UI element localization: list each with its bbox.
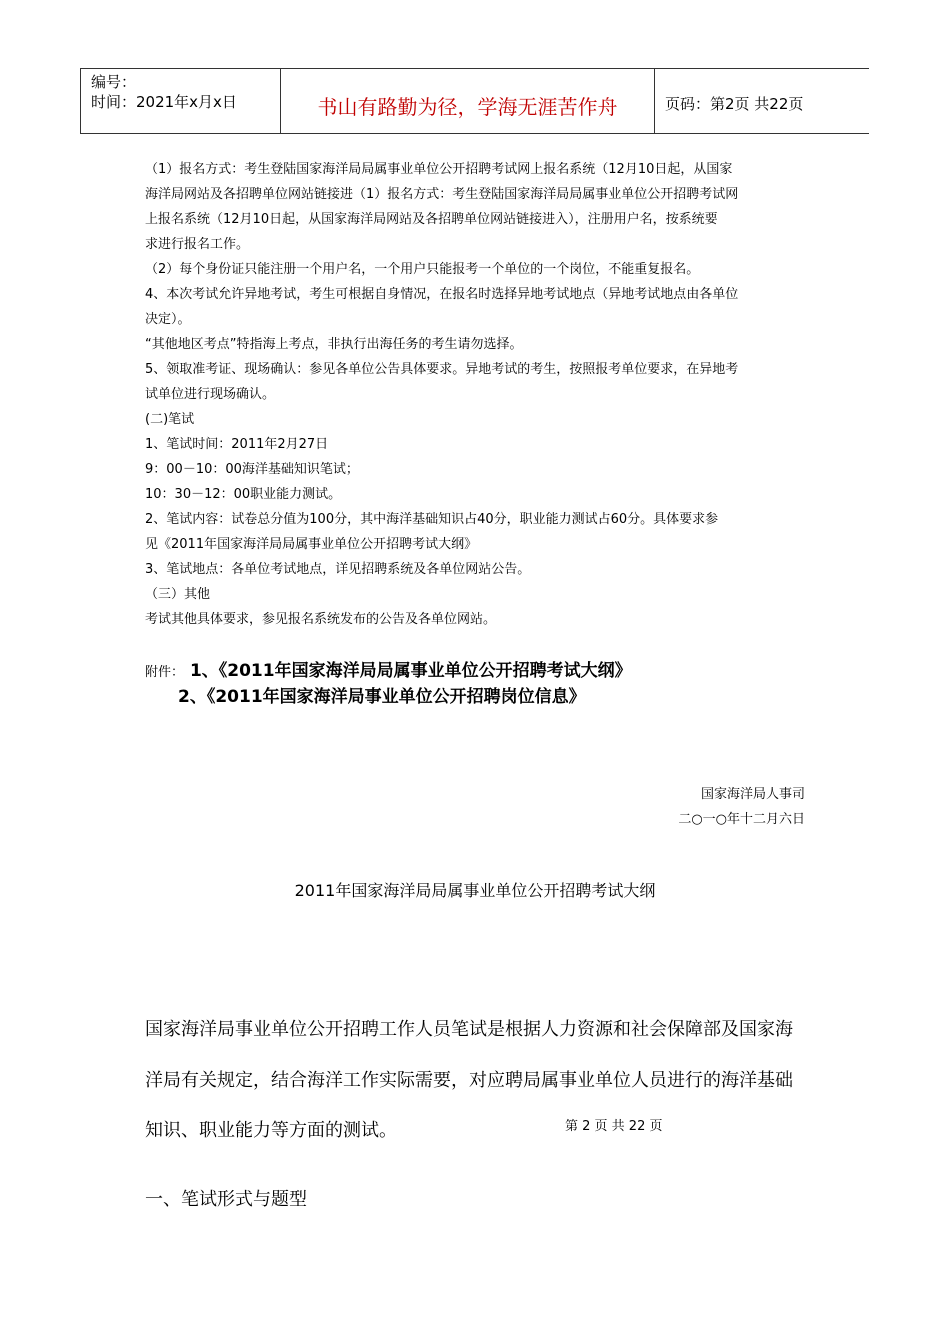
attachment-1 [145,656,632,681]
attachment-2-title: 2、《2011年国家海洋局事业单位公开招聘岗位信息》 [178,687,586,707]
paragraph-line: 考试其他具体要求，参见报名系统发布的公告及各单位网站。 [145,612,497,627]
motto: 书山有路勤为径，学海无涯苦作舟 [317,95,618,119]
header-table [80,68,869,134]
paragraph-line: 4、本次考试允许异地考试，考生可根据自身情况，在报名时选择异地考试地点（异地考试地点由各单位 [145,287,739,302]
paragraph-line: （2）每个身份证只能注册一个用户名，一个用户只能报考一个单位的一个岗位，不能重复报名。 [145,262,700,277]
paragraph-line: 3、笔试地点：各单位考试地点，详见招聘系统及各单位网站公告。 [145,562,531,577]
paragraph-line: 5、领取准考证、现场确认：参见各单位公告具体要求。异地考试的考生，按照报考单位要求，在异地考 [145,362,739,377]
section-heading-other: （三）其他 [145,587,211,602]
header-page-cell [655,69,870,133]
paragraph-line: 9：00－10：00海洋基础知识笔试； [145,462,359,477]
paragraph-line: （1）报名方式：考生登陆国家海洋局局属事业单位公开招聘考试网上报名系统（12月10日起，从国家 [145,162,733,177]
attachment-prefix: 附件： [145,665,185,680]
number-label: 编号： [91,73,137,91]
intro-line: 知识、职业能力等方面的测试。 [145,1120,397,1141]
intro-line: 国家海洋局事业单位公开招聘工作人员笔试是根据人力资源和社会保障部及国家海 [145,1019,793,1040]
paragraph-line: 海洋局网站及各招聘单位网站链接进（1）报名方式：考生登陆国家海洋局局属事业单位公开招聘考试网 [145,187,739,202]
document-title: 2011年国家海洋局局属事业单位公开招聘考试大纲 [294,881,656,900]
section-heading-written: (二)笔试 [145,412,195,427]
header-meta-cell [81,69,281,133]
paragraph-line: 10：30－12：00职业能力测试。 [145,487,342,502]
time-label: 时间：2021年x月x日 [91,93,237,111]
paragraph-line: 上报名系统（12月10日起，从国家海洋局网站及各招聘单位网站链接进入），注册用户名，按系统要 [145,212,718,227]
paragraph-line: 见《2011年国家海洋局局属事业单位公开招聘考试大纲》 [145,537,478,552]
paragraph-line: “其他地区考点”特指海上考点，非执行出海任务的考生请勿选择。 [145,337,523,352]
signature-org: 国家海洋局人事司 [700,787,805,802]
signature-date: 二○一○年十二月六日 [678,812,805,827]
footer-page-number: 第 2 页 共 22 页 [565,1119,663,1134]
paragraph-line: 求进行报名工作。 [145,237,250,252]
header-motto-cell [281,69,655,133]
intro-line: 洋局有关规定，结合海洋工作实际需要，对应聘局属事业单位人员进行的海洋基础 [145,1070,793,1091]
paragraph-line: 试单位进行现场确认。 [145,387,276,402]
paragraph-line: 2、笔试内容：试卷总分值为100分，其中海洋基础知识占40分，职业能力测试占60分。具体要求参 [145,512,719,527]
paragraph-line: 1、笔试时间：2011年2月27日 [145,437,329,452]
attachment-1-title: 1、《2011年国家海洋局局属事业单位公开招聘考试大纲》 [189,661,632,681]
page-info: 页码：第2页 共22页 [665,95,804,113]
section-heading: 一、笔试形式与题型 [145,1189,307,1210]
attachment-2 [178,682,586,707]
paragraph-line: 决定）。 [145,312,191,327]
